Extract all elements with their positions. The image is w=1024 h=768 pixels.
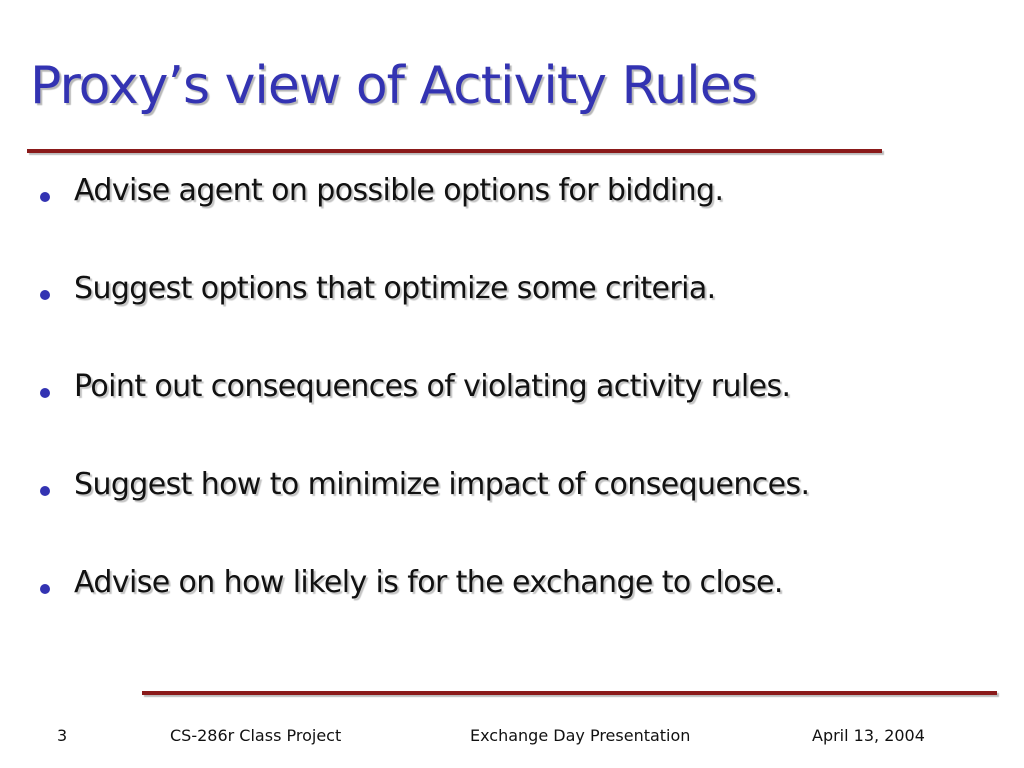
- title-underline: [27, 149, 882, 153]
- bullet-item: [40, 270, 809, 368]
- bullet-text: Point out consequences of violating activity rules.: [74, 369, 791, 404]
- slide-title: Proxy’s view of Activity Rules: [30, 56, 757, 116]
- bullet-text: Suggest how to minimize impact of consequences.: [74, 467, 810, 502]
- footer-date: April 13, 2004: [812, 726, 925, 745]
- footer-event: Exchange Day Presentation: [470, 726, 691, 745]
- footer-project: CS-286r Class Project: [170, 726, 342, 745]
- bullet-item: [40, 466, 809, 564]
- bullet-item: [40, 172, 809, 270]
- footer-rule: [142, 691, 997, 695]
- bullet-dot-icon: [40, 192, 50, 202]
- bullet-list: [40, 172, 809, 662]
- bullet-dot-icon: [40, 486, 50, 496]
- bullet-dot-icon: [40, 290, 50, 300]
- bullet-text: Advise agent on possible options for bidding.: [74, 173, 724, 208]
- bullet-item: [40, 564, 809, 662]
- bullet-dot-icon: [40, 388, 50, 398]
- bullet-dot-icon: [40, 584, 50, 594]
- bullet-text: Suggest options that optimize some criteria.: [74, 271, 716, 306]
- bullet-text: Advise on how likely is for the exchange to close.: [74, 565, 783, 600]
- footer-page-number: 3: [57, 726, 68, 745]
- bullet-item: [40, 368, 809, 466]
